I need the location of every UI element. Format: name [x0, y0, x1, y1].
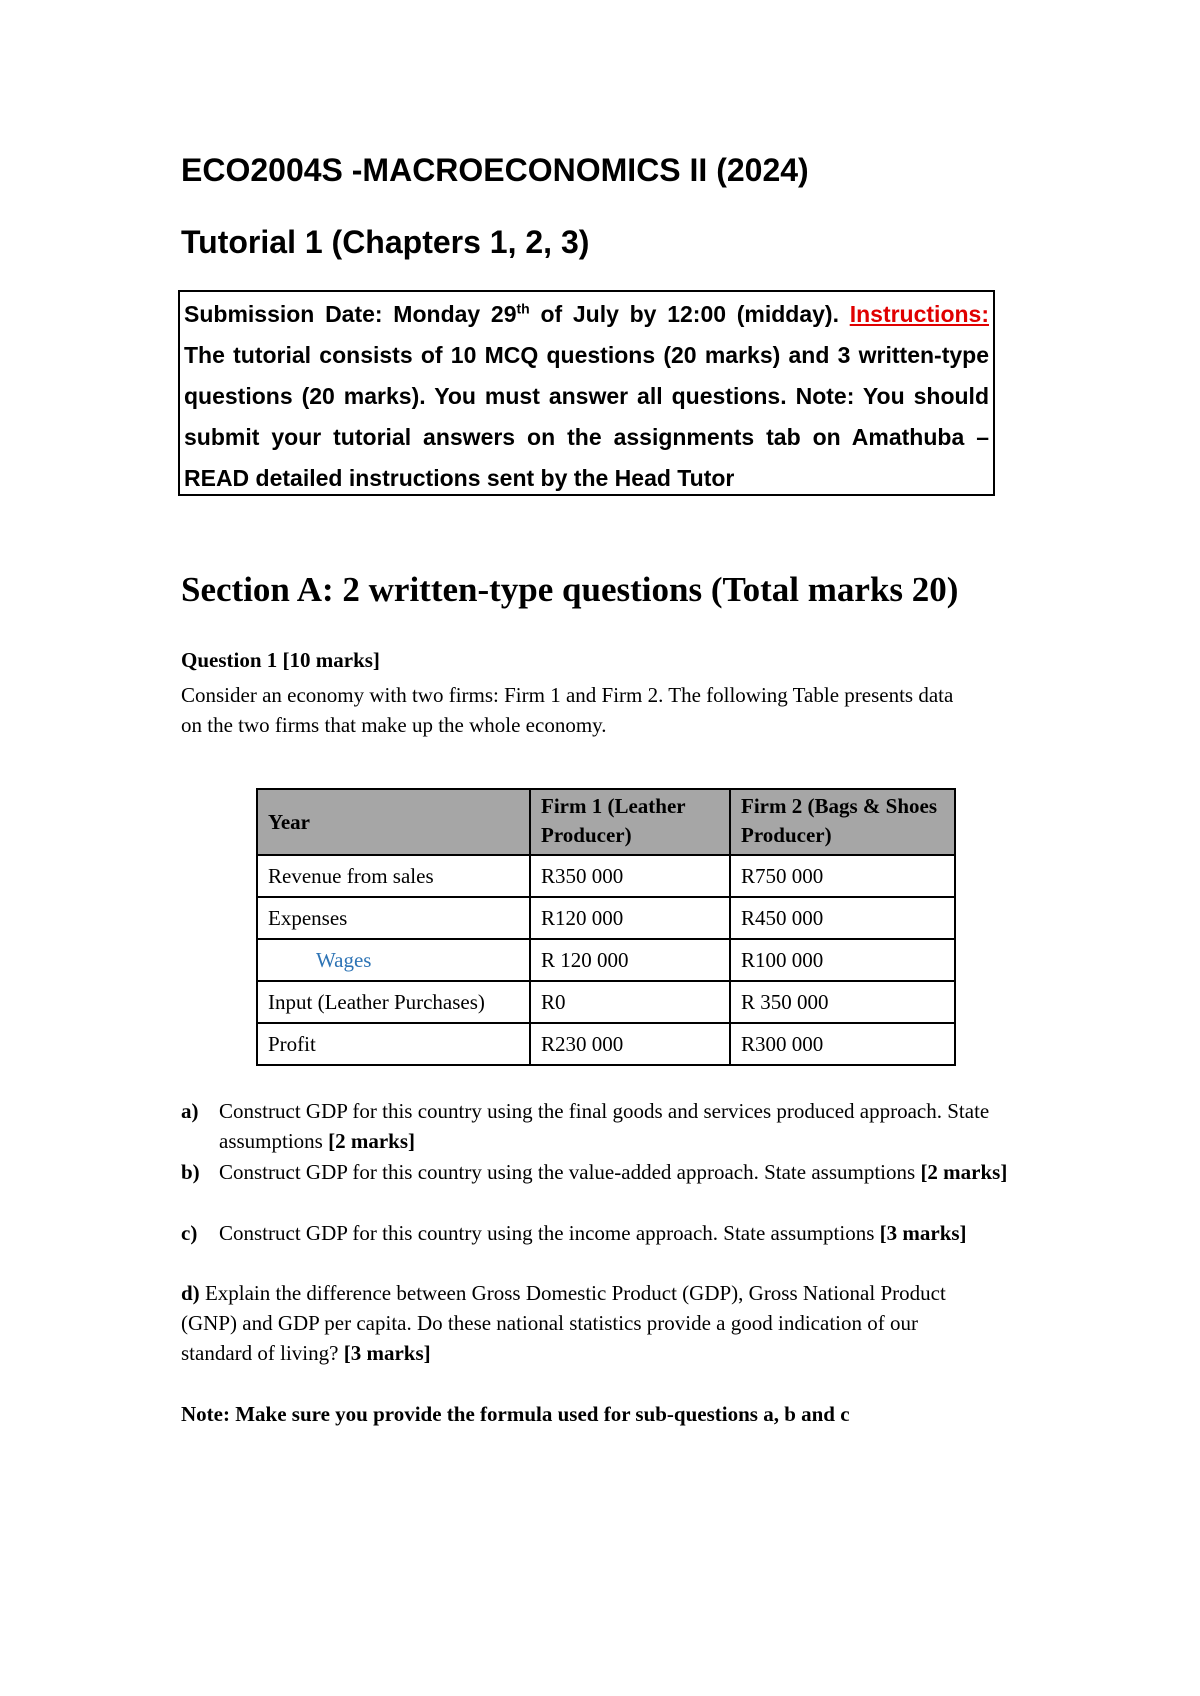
tutorial-title: Tutorial 1 (Chapters 1, 2, 3) — [181, 224, 590, 260]
instructions-label: Instructions: — [849, 301, 989, 327]
subquestion-a: a) Construct GDP for this country using the final goods and services produced approach. State assumptions [2 marks] — [181, 1099, 990, 1153]
question-title: Question 1 [10 marks] — [181, 648, 380, 672]
course-title: ECO2004S -MACROECONOMICS II (2024) — [181, 152, 809, 188]
firm-data-table — [256, 788, 956, 1066]
table-cell: Wages — [257, 939, 530, 981]
table-cell: R450 000 — [730, 897, 955, 939]
subquestion-c: c) Construct GDP for this country using the income approach. State assumptions [3 marks] — [181, 1221, 967, 1245]
table-row — [257, 939, 955, 981]
table-cell: Profit — [257, 1023, 530, 1065]
notice-body: The tutorial consists of 10 MCQ questions (20 marks) and 3 written-type questions (20 marks). You must answer all questions. Note: You should submit your tutorial answers on the assignments tab on Amathuba – READ detailed instructions sent by the Head Tutor — [184, 342, 989, 491]
table-row — [257, 1023, 955, 1065]
table-row — [257, 897, 955, 939]
submission-notice-box — [178, 290, 995, 496]
table-row — [257, 981, 955, 1023]
question-intro: Consider an economy with two firms: Firm 1 and Firm 2. The following Table presents data on the two firms that make up the whole economy. — [181, 683, 954, 737]
table-cell: R120 000 — [530, 897, 730, 939]
table-cell: R0 — [530, 981, 730, 1023]
table-cell: R100 000 — [730, 939, 955, 981]
table-cell: Expenses — [257, 897, 530, 939]
table-cell: R350 000 — [530, 855, 730, 897]
table-header: Firm 1 (Leather Producer) — [530, 789, 730, 855]
section-heading: Section A: 2 written-type questions (Total marks 20) — [181, 570, 959, 609]
table-header: Firm 2 (Bags & Shoes Producer) — [730, 789, 955, 855]
subquestion-b: b) Construct GDP for this country using the value-added approach. State assumptions [2 marks] — [181, 1160, 1008, 1184]
table-cell: Revenue from sales — [257, 855, 530, 897]
table-header: Year — [257, 789, 530, 855]
table-cell: Input (Leather Purchases) — [257, 981, 530, 1023]
notice-text: Submission Date: Monday 29th of July by 12:00 (midday). Instructions: The tutorial consists of 10 MCQ questions (20 marks) and 3 written-type questions (20 marks). You must answer all questions. Note: You should submit your tutorial answers on the assignments tab on Amathuba – READ detailed instructions sent by the Head Tutor — [184, 300, 989, 491]
table-header-row — [257, 789, 955, 855]
formula-note: Note: Make sure you provide the formula used for sub-questions a, b and c — [181, 1402, 850, 1426]
subquestion-d: d) Explain the difference between Gross Domestic Product (GDP), Gross National Product (GNP) and GDP per capita. Do these national statistics provide a good indication of our standard of living? [3 marks] — [181, 1281, 946, 1365]
table-cell: R230 000 — [530, 1023, 730, 1065]
table-cell: R 350 000 — [730, 981, 955, 1023]
table-cell: R300 000 — [730, 1023, 955, 1065]
table-cell: R750 000 — [730, 855, 955, 897]
table-cell: R 120 000 — [530, 939, 730, 981]
table-row — [257, 855, 955, 897]
